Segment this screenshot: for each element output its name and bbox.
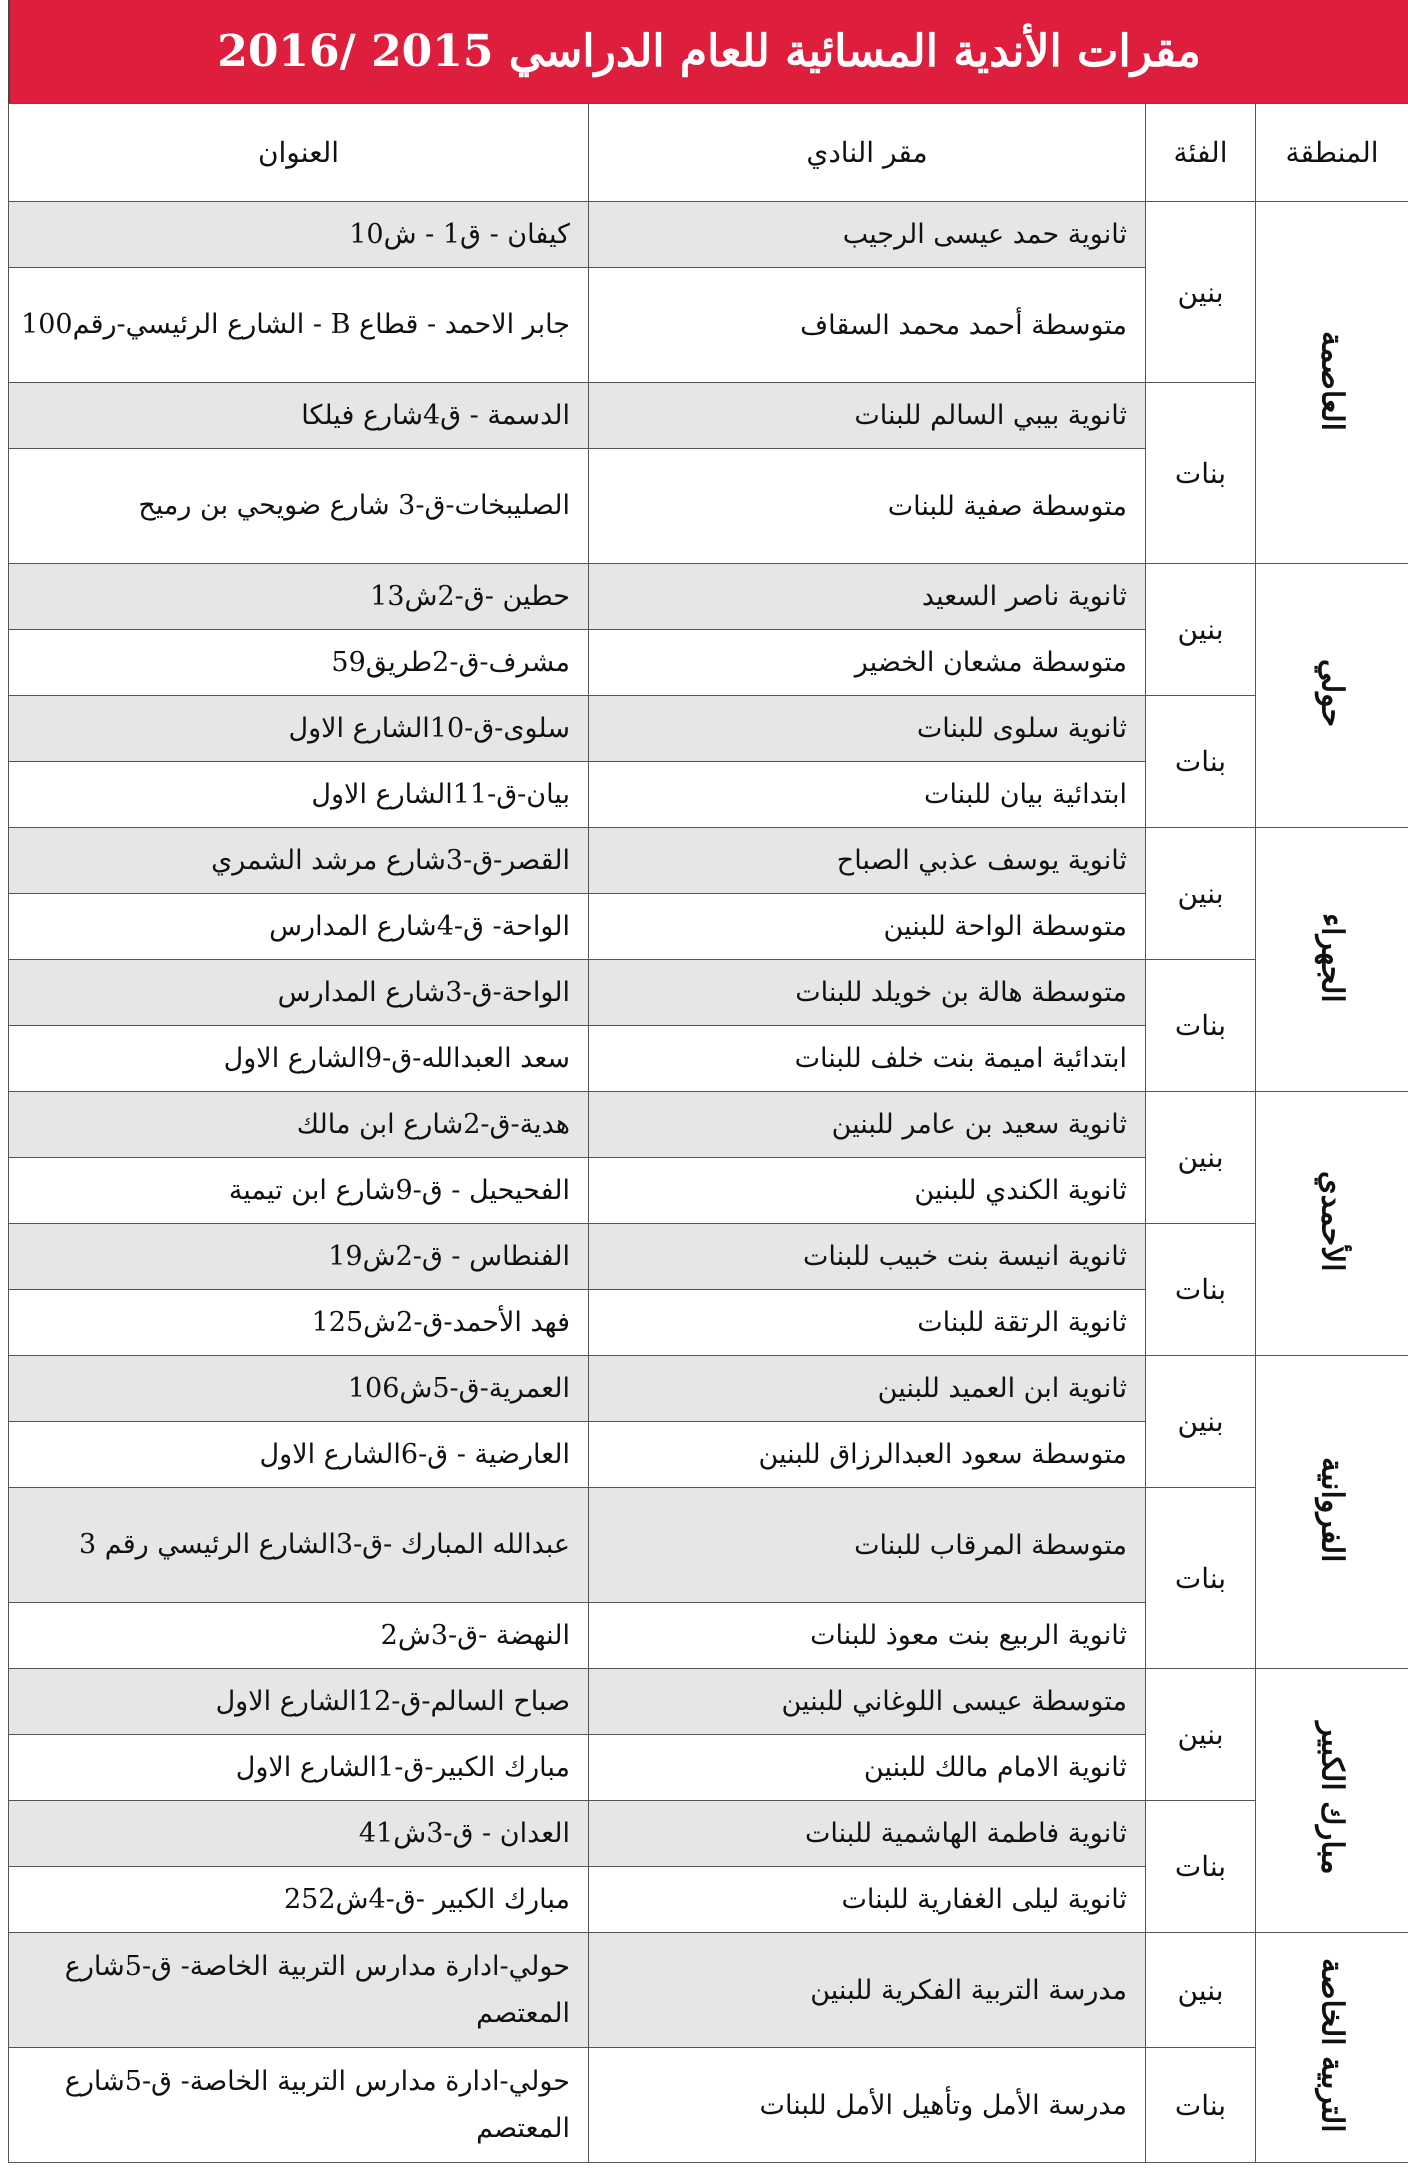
category-cell: بنات <box>1146 696 1256 828</box>
club-cell: ثانوية سلوى للبنات <box>589 696 1146 762</box>
header-region: المنطقة <box>1256 104 1408 202</box>
table-header-row <box>9 104 1408 202</box>
address-cell: عبدالله المبارك -ق-3الشارع الرئيسي رقم 3 <box>9 1488 589 1603</box>
address-cell: بيان-ق-11الشارع الاول <box>9 762 589 828</box>
category-cell: بنات <box>1146 2048 1256 2163</box>
club-cell: ابتدائية اميمة بنت خلف للبنات <box>589 1026 1146 1092</box>
address-cell: صباح السالم-ق-12الشارع الاول <box>9 1669 589 1735</box>
address-cell: سلوى-ق-10الشارع الاول <box>9 696 589 762</box>
table-row <box>9 202 1408 268</box>
address-cell: الصليبخات-ق-3 شارع ضويحي بن رميح <box>9 449 589 564</box>
address-cell: مشرف-ق-2طريق59 <box>9 630 589 696</box>
region-label: العاصمة <box>1314 330 1350 431</box>
table-row <box>9 383 1408 449</box>
category-cell: بنين <box>1146 202 1256 383</box>
left-margin <box>0 103 8 2171</box>
page-title: مقرات الأندية المسائية للعام الدراسي 2015 /2016 <box>8 0 1408 103</box>
club-cell: متوسطة صفية للبنات <box>589 449 1146 564</box>
table-body <box>9 202 1408 2163</box>
category-cell: بنين <box>1146 1092 1256 1224</box>
category-cell: بنين <box>1146 828 1256 960</box>
category-cell: بنات <box>1146 1488 1256 1669</box>
club-cell: مدرسة الأمل وتأهيل الأمل للبنات <box>589 2048 1146 2163</box>
category-cell: بنات <box>1146 383 1256 564</box>
region-label: الجهراء <box>1314 912 1350 1003</box>
header-club: مقر النادي <box>589 104 1146 202</box>
address-cell: الفنطاس - ق-2ش19 <box>9 1224 589 1290</box>
region-label: التربية الخاصة <box>1314 1958 1350 2133</box>
address-cell: الواحة- ق-4شارع المدارس <box>9 894 589 960</box>
address-cell: مبارك الكبير -ق-4ش252 <box>9 1867 589 1933</box>
address-cell: العارضية - ق-6الشارع الاول <box>9 1422 589 1488</box>
table-row <box>9 2048 1408 2163</box>
club-cell: ثانوية الكندي للبنين <box>589 1158 1146 1224</box>
club-cell: متوسطة عيسى اللوغاني للبنين <box>589 1669 1146 1735</box>
table-row <box>9 564 1408 630</box>
region-label: الأحمدي <box>1314 1171 1350 1272</box>
region-cell <box>1256 202 1408 564</box>
club-cell: متوسطة أحمد محمد السقاف <box>589 268 1146 383</box>
region-cell <box>1256 1669 1408 1933</box>
address-cell: كيفان - ق1 - ش10 <box>9 202 589 268</box>
table-row <box>9 1801 1408 1867</box>
club-cell: ثانوية ناصر السعيد <box>589 564 1146 630</box>
category-cell: بنات <box>1146 1801 1256 1933</box>
address-cell: القصر-ق-3شارع مرشد الشمري <box>9 828 589 894</box>
region-cell <box>1256 1092 1408 1356</box>
club-cell: ثانوية ليلى الغفارية للبنات <box>589 1867 1146 1933</box>
category-cell: بنين <box>1146 564 1256 696</box>
region-label: حولي <box>1314 659 1350 728</box>
address-cell: العدان - ق-3ش41 <box>9 1801 589 1867</box>
address-cell: حولي-ادارة مدارس التربية الخاصة- ق-5شارع المعتصم <box>9 1933 589 2048</box>
table-row <box>9 1488 1408 1603</box>
club-cell: ثانوية بيبي السالم للبنات <box>589 383 1146 449</box>
region-cell <box>1256 1933 1408 2163</box>
club-cell: ابتدائية بيان للبنات <box>589 762 1146 828</box>
table-row <box>9 960 1408 1026</box>
table-row <box>9 1669 1408 1735</box>
club-cell: ثانوية الامام مالك للبنين <box>589 1735 1146 1801</box>
category-cell: بنين <box>1146 1933 1256 2048</box>
table-row <box>9 1092 1408 1158</box>
region-label: مبارك الكبير <box>1314 1722 1350 1875</box>
table-row <box>9 696 1408 762</box>
address-cell: فهد الأحمد-ق-2ش125 <box>9 1290 589 1356</box>
club-cell: مدرسة التربية الفكرية للبنين <box>589 1933 1146 2048</box>
club-cell: ثانوية الربيع بنت معوذ للبنات <box>589 1603 1146 1669</box>
address-cell: الفحيحيل - ق-9شارع ابن تيمية <box>9 1158 589 1224</box>
address-cell: الواحة-ق-3شارع المدارس <box>9 960 589 1026</box>
category-cell: بنات <box>1146 1224 1256 1356</box>
table-row <box>9 828 1408 894</box>
address-cell: العمرية-ق-5ش106 <box>9 1356 589 1422</box>
region-cell <box>1256 828 1408 1092</box>
club-cell: ثانوية حمد عيسى الرجيب <box>589 202 1146 268</box>
header-category: الفئة <box>1146 104 1256 202</box>
table-row <box>9 1356 1408 1422</box>
header-address: العنوان <box>9 104 589 202</box>
club-cell: ثانوية سعيد بن عامر للبنين <box>589 1092 1146 1158</box>
table-row <box>9 1933 1408 2048</box>
club-cell: ثانوية الرتقة للبنات <box>589 1290 1146 1356</box>
category-cell: بنين <box>1146 1356 1256 1488</box>
club-cell: متوسطة هالة بن خويلد للبنات <box>589 960 1146 1026</box>
region-label: الفروانية <box>1314 1457 1350 1563</box>
club-cell: ثانوية ابن العميد للبنين <box>589 1356 1146 1422</box>
clubs-table <box>8 103 1408 2163</box>
club-cell: ثانوية انيسة بنت خبيب للبنات <box>589 1224 1146 1290</box>
category-cell: بنات <box>1146 960 1256 1092</box>
table-row <box>9 1224 1408 1290</box>
region-cell <box>1256 564 1408 828</box>
address-cell: مبارك الكبير-ق-1الشارع الاول <box>9 1735 589 1801</box>
club-cell: متوسطة مشعان الخضير <box>589 630 1146 696</box>
club-cell: ثانوية فاطمة الهاشمية للبنات <box>589 1801 1146 1867</box>
address-cell: حولي-ادارة مدارس التربية الخاصة- ق-5شارع المعتصم <box>9 2048 589 2163</box>
address-cell: النهضة -ق-3ش2 <box>9 1603 589 1669</box>
address-cell: سعد العبدالله-ق-9الشارع الاول <box>9 1026 589 1092</box>
club-cell: متوسطة الواحة للبنين <box>589 894 1146 960</box>
club-cell: متوسطة سعود العبدالرزاق للبنين <box>589 1422 1146 1488</box>
club-cell: متوسطة المرقاب للبنات <box>589 1488 1146 1603</box>
address-cell: حطين -ق-2ش13 <box>9 564 589 630</box>
address-cell: الدسمة - ق4شارع فيلكا <box>9 383 589 449</box>
region-cell <box>1256 1356 1408 1669</box>
address-cell: جابر الاحمد - قطاع B - الشارع الرئيسي-رقم100 <box>9 268 589 383</box>
club-cell: ثانوية يوسف عذبي الصباح <box>589 828 1146 894</box>
address-cell: هدية-ق-2شارع ابن مالك <box>9 1092 589 1158</box>
category-cell: بنين <box>1146 1669 1256 1801</box>
